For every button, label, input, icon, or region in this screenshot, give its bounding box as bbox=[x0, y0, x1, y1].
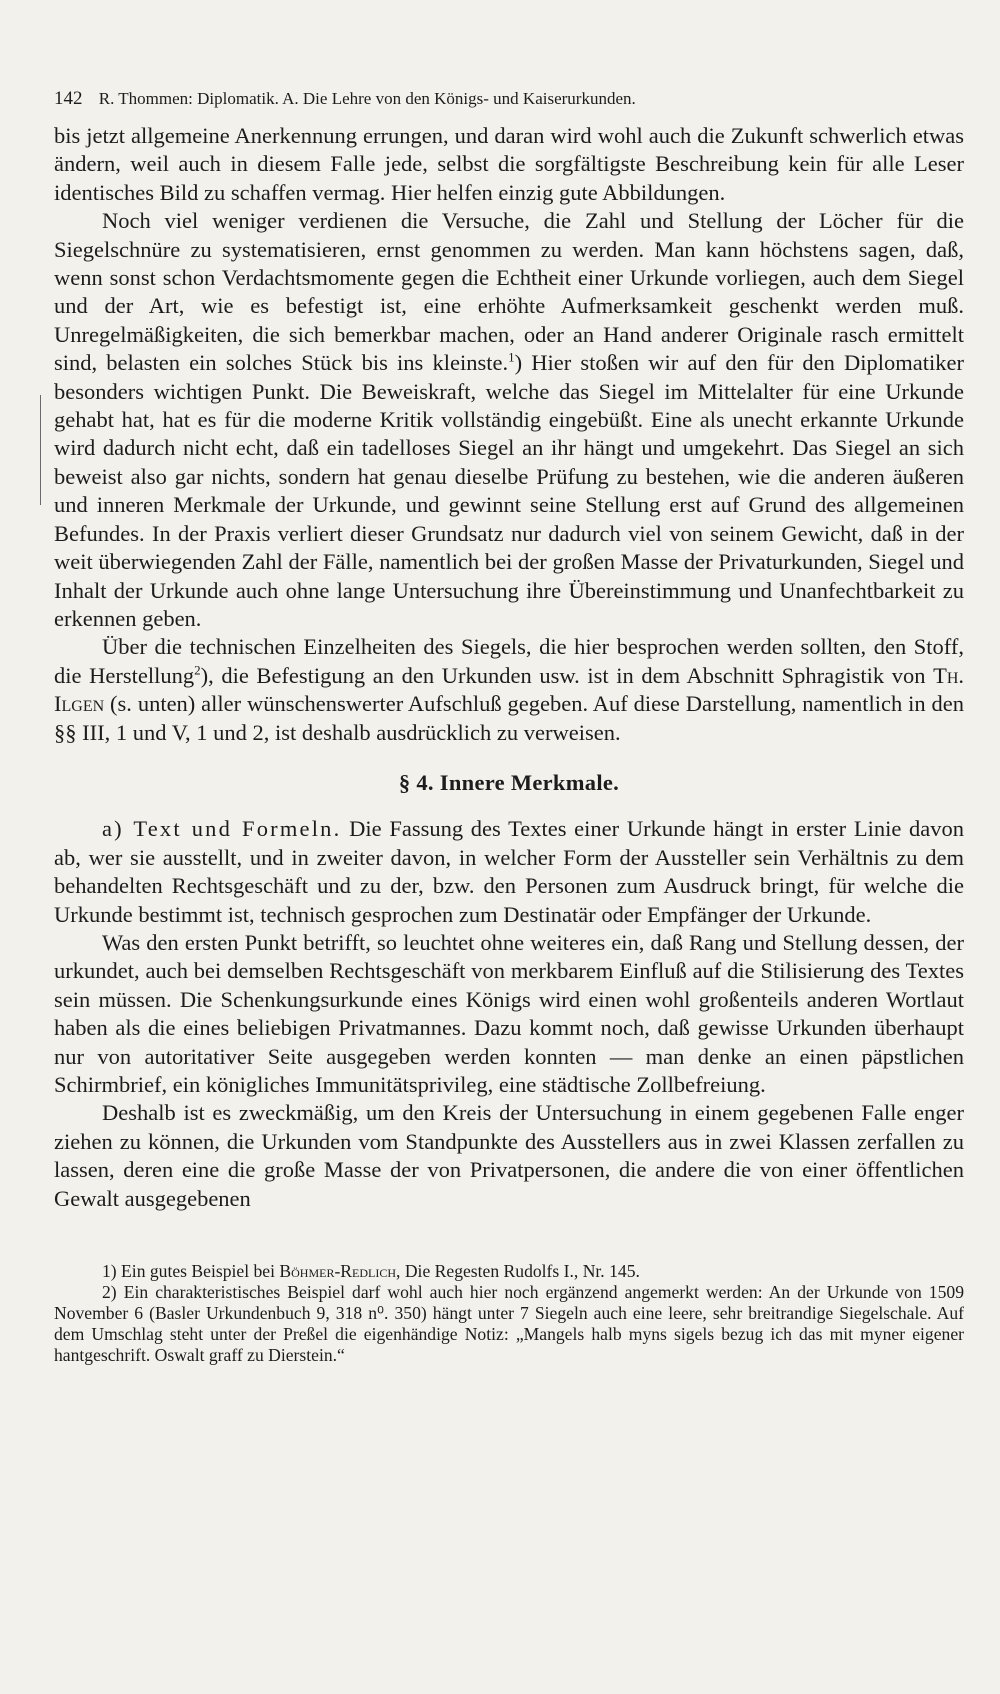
author-name: Th. Ilgen bbox=[54, 662, 965, 717]
paragraph-2 bbox=[54, 207, 964, 633]
footnote-ref-1: 1 bbox=[508, 349, 515, 365]
footnote-1-author: Böhmer-Redlich bbox=[279, 1261, 397, 1282]
footnotes bbox=[54, 1261, 964, 1366]
paragraph-4-text: Die Fassung des Textes einer Urkunde hängt in erster Linie davon ab, wer sie ausstellt, und in zweiter davon, in welcher Form der Aussteller sein Verhältnis zu dem behandelten Rechtsgeschäft und zu der, bzw. den Personen zum Ausdruck bringt, für welche die Urkunde bestimmt ist, technisch gesprochen zum Destinatär oder Empfänger der Urkunde. bbox=[54, 816, 964, 927]
footnote-1-part-b: , Die Regesten Rudolfs I., Nr. 145. bbox=[396, 1261, 640, 1282]
paragraph-6: Deshalb ist es zweckmäßig, um den Kreis der Untersuchung in einem gegebenen Falle enger ziehen zu können, die Urkunden vom Standpunkte des Ausstellers aus in zwei Klassen zerfallen zu lassen, deren eine die große Masse der von Privatpersonen, die andere die von einer öffentlichen Gewalt ausgegebenen bbox=[54, 1100, 964, 1211]
paragraph-3-part-a: Über die technischen Einzelheiten des Siegels, die hier besprochen werden sollten, den Stoff, die Herstellung bbox=[54, 634, 964, 688]
margin-mark bbox=[40, 395, 41, 505]
paragraph-4 bbox=[54, 815, 964, 929]
footnote-ref-2: 2 bbox=[194, 662, 201, 678]
footnote-2: 2) Ein charakteristisches Beispiel darf wohl auch hier noch ergänzend angemerkt werden: An der Urkunde von 1509 November 6 (Basler Urkundenbuch 9, 318 n⁰. 350) hängt unter 7 Siegeln auch eine leere, sehr breitrandige Siegelschale. Auf dem Umschlag steht unter der Preßel die eigenhändige Notiz: „Mangels halb myns sigels bezug ich das mit myner eigener hantgeschrift. Oswalt graff zu Dierstein.“ bbox=[54, 1282, 964, 1366]
page-number: 142 bbox=[54, 88, 83, 109]
paragraph-2-part-b: ) Hier stoßen wir auf den für den Diplomatiker besonders wichtigen Punkt. Die Beweiskraft, welche das Siegel im Mittelalter für eine Urkunde gehabt hat, hat es für die moderne Kritik vollständig eingebüßt. Eine als unecht erkannte Urkunde wird dadurch nicht echt, daß ein tadelloses Siegel an ihr hängt und umgekehrt. Das Siegel an sich beweist also gar nichts, sondern hat genau dieselbe Prüfung zu bestehen, wie die anderen äußeren und inneren Merkmale der Urkunde, und gewinnt seine Stellung erst auf Grund des allgemeinen Befundes. In der Praxis verliert dieser Grundsatz nur dadurch viel von seinem Gewicht, daß in der weit überwiegenden Zahl der Fälle, namentlich bei der großen Masse der Privaturkunden, Siegel und Inhalt der Urkunde auch ohne lange Untersuchung ihre Übereinstimmung und Unanfechtbarkeit zu erkennen geben. bbox=[54, 350, 965, 631]
main-text bbox=[54, 122, 964, 1213]
paragraph-1: bis jetzt allgemeine Anerkennung errungen, und daran wird wohl auch die Zukunft schwerlich etwas ändern, weil auch in diesem Falle jede, selbst die sorgfältigste Beschreibung kein für alle Leser identisches Bild zu schaffen vermag. Hier helfen einzig gute Abbildungen. bbox=[54, 123, 964, 205]
paragraph-3-part-b: ), die Befestigung an den Urkunden usw. ist in dem Abschnitt Sphragistik von bbox=[200, 662, 934, 688]
footnote-1 bbox=[54, 1261, 964, 1282]
book-page bbox=[54, 88, 964, 1366]
footnote-1-part-a: 1) Ein gutes Beispiel bei bbox=[102, 1261, 280, 1282]
running-head bbox=[54, 88, 964, 118]
paragraph-3 bbox=[54, 633, 964, 747]
running-head-title: R. Thommen: Diplomatik. A. Die Lehre von den Königs- und Kaiserurkunden. bbox=[98, 89, 636, 108]
paragraph-5: Was den ersten Punkt betrifft, so leuchtet ohne weiteres ein, daß Rang und Stellung dessen, der urkundet, auch bei demselben Rechtsgeschäft von merkbarem Einfluß auf die Stilisierung des Textes sein müssen. Die Schenkungsurkunde eines Königs wird einen wohl großenteils anderen Wortlaut haben als die eines beliebigen Privatmannes. Dazu kommt noch, daß gewisse Urkunden überhaupt nur von autoritativer Seite ausgegeben werden konnten — man denke an einen päpstlichen Schirmbrief, ein königliches Immunitätsprivileg, eine städtische Zollbefreiung. bbox=[54, 929, 964, 1097]
subsection-label: a) Text und Formeln. bbox=[102, 816, 342, 842]
paragraph-3-part-c: (s. unten) aller wünschenswerter Aufschluß gegeben. Auf diese Darstellung, namentlich in den §§ III, 1 und V, 1 und 2, ist deshalb ausdrücklich zu verweisen. bbox=[54, 691, 964, 745]
section-heading: § 4. Innere Merkmale. bbox=[398, 769, 620, 795]
paragraph-2-part-a: Noch viel weniger verdienen die Versuche, die Zahl und Stellung der Löcher für die Siegelschnüre zu systematisieren, ernst genommen zu werden. Man kann höchstens sagen, daß, wenn sonst schon Verdachtsmomente gegen die Echtheit einer Urkunde vorliegen, auch dem Siegel und der Art, wie es befestigt ist, eine erhöhte Aufmerksamkeit geschenkt werden muß. Unregelmäßigkeiten, die sich bemerkbar machen, oder an Hand anderer Originale rasch ermittelt sind, belasten ein solches Stück bis ins kleinste. bbox=[54, 208, 964, 376]
